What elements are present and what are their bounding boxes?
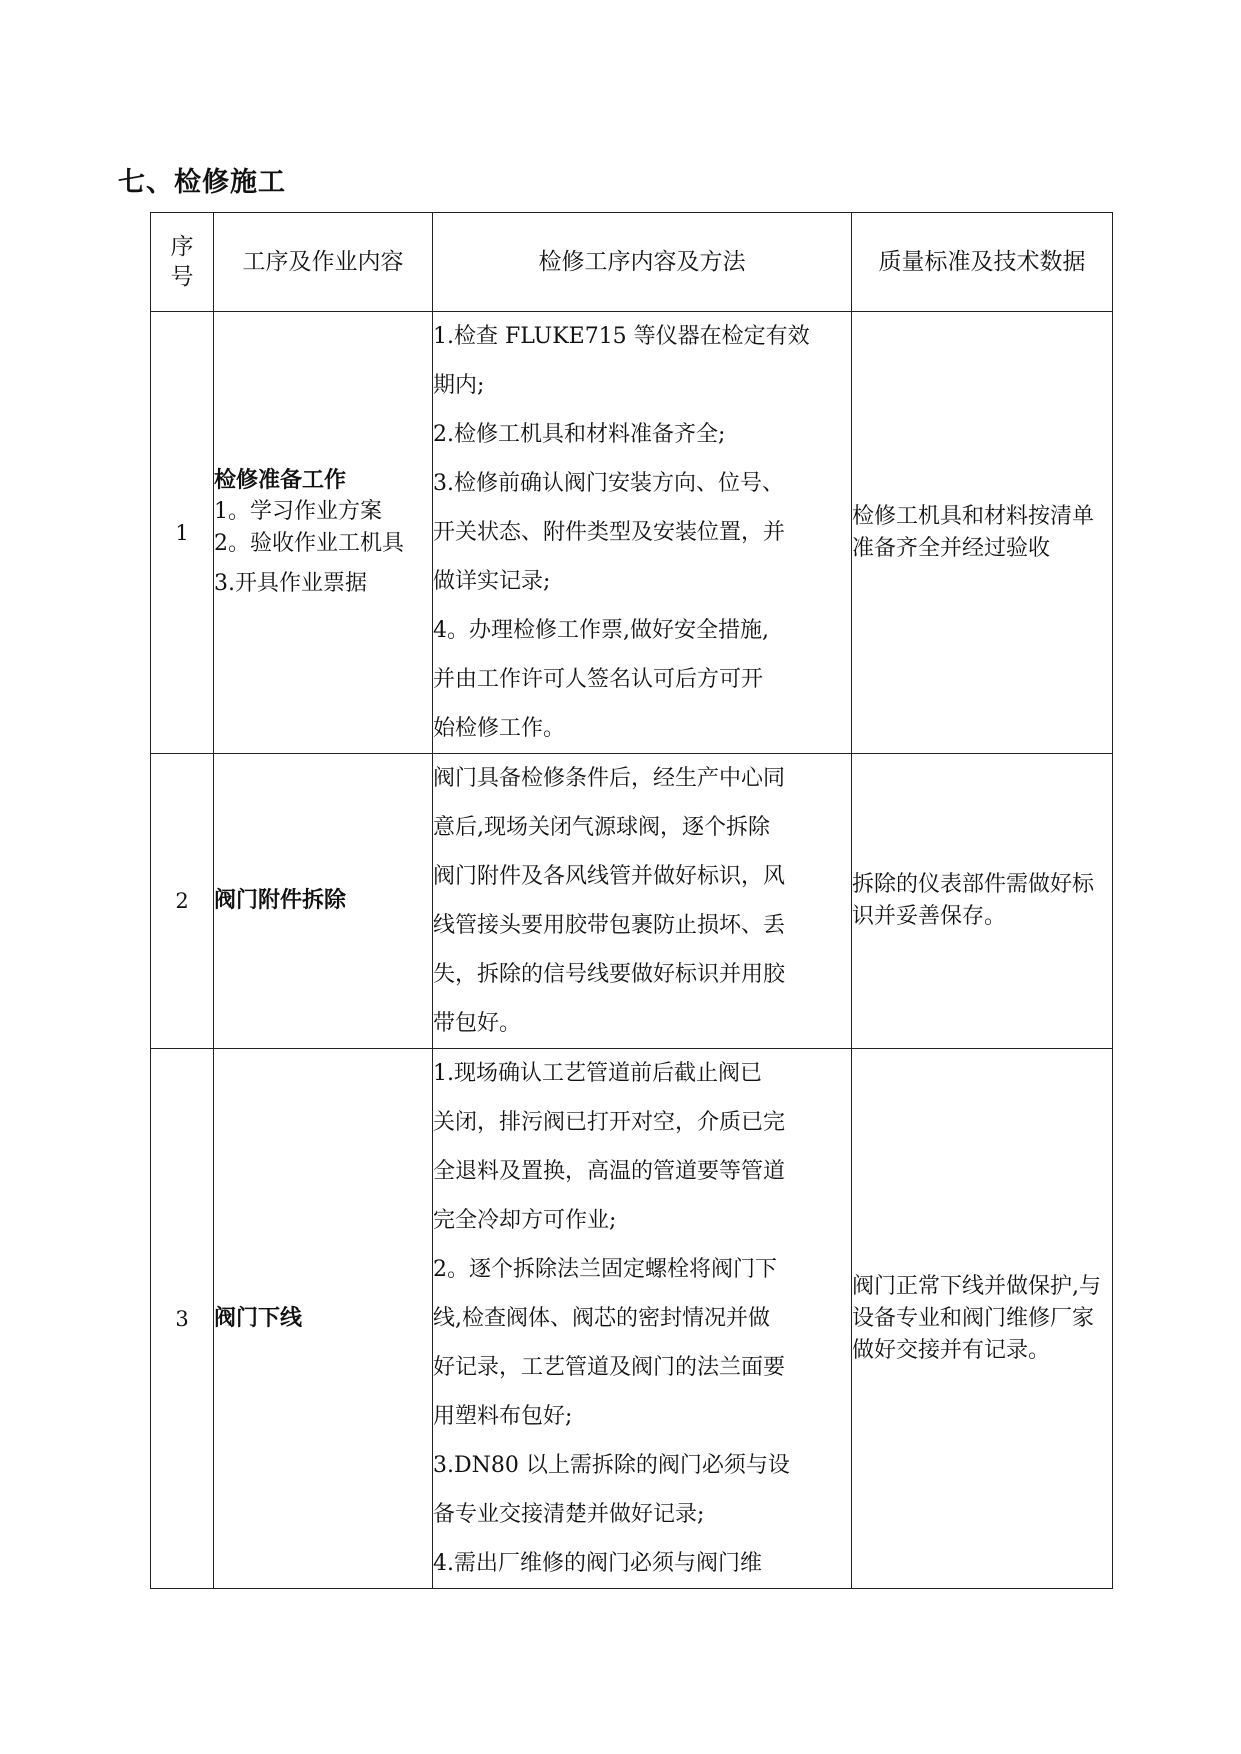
method-line: 带包好。	[433, 1011, 522, 1036]
method-line: 1.检查 FLUKE715 等仪器在检定有效	[433, 324, 810, 349]
step-item: 1。学习作业方案	[214, 498, 382, 524]
method-line: 2.检修工机具和材料准备齐全;	[433, 422, 726, 447]
method-line: 关闭，排污阀已打开对空，介质已完	[433, 1110, 786, 1135]
quality-cell: 检修工机具和材料按清单准备齐全并经过验收	[852, 312, 1113, 754]
table-row	[151, 1049, 1113, 1589]
row-seq: 2	[151, 754, 214, 1049]
header-method: 检修工序内容及方法	[433, 213, 852, 312]
table-row	[151, 312, 1113, 754]
quality-cell: 拆除的仪表部件需做好标识并妥善保存。	[852, 754, 1113, 1049]
method-line: 并由工作许可人签名认可后方可开	[433, 667, 764, 692]
step-item: 2。验收作业工机具	[214, 530, 404, 556]
step-cell	[214, 754, 433, 1049]
header-seq: 序号	[151, 213, 214, 312]
method-line: 阀门具备检修条件后，经生产中心同	[433, 766, 786, 791]
method-line: 2。逐个拆除法兰固定螺栓将阀门下	[433, 1257, 777, 1282]
step-title: 阀门附件拆除	[214, 888, 347, 913]
header-quality: 质量标准及技术数据	[852, 213, 1113, 312]
method-line: 失，拆除的信号线要做好标识并用胶	[433, 962, 786, 987]
step-title: 检修准备工作	[214, 467, 347, 493]
header-step: 工序及作业内容	[214, 213, 433, 312]
section-title: 七、检修施工	[118, 167, 286, 198]
method-line: 3.检修前确认阀门安装方向、位号、	[433, 471, 784, 496]
step-title: 阀门下线	[214, 1305, 303, 1331]
method-cell	[433, 312, 852, 754]
method-line: 备专业交接清楚并做好记录;	[433, 1502, 705, 1527]
method-line: 完全冷却方可作业;	[433, 1208, 617, 1233]
step-cell	[214, 1049, 433, 1589]
method-line: 全退料及置换，高温的管道要等管道	[433, 1159, 786, 1184]
step-item: 3.开具作业票据	[214, 570, 367, 596]
step-cell	[214, 312, 433, 754]
method-line: 开关状态、附件类型及安装位置，并	[433, 520, 786, 545]
method-line: 用塑料布包好;	[433, 1404, 573, 1429]
method-line: 3.DN80 以上需拆除的阀门必须与设	[433, 1453, 790, 1478]
method-line: 做详实记录;	[433, 569, 551, 594]
method-line: 好记录，工艺管道及阀门的法兰面要	[433, 1355, 786, 1380]
table-header-row	[151, 213, 1113, 312]
method-line: 线,检查阀体、阀芯的密封情况并做	[433, 1306, 770, 1331]
method-line: 期内;	[433, 373, 485, 398]
method-line: 线管接头要用胶带包裹防止损坏、丢	[433, 913, 786, 938]
method-cell	[433, 1049, 852, 1589]
method-line: 意后,现场关闭气源球阀，逐个拆除	[433, 815, 770, 840]
method-line: 1.现场确认工艺管道前后截止阀已	[433, 1061, 762, 1086]
method-cell	[433, 754, 852, 1049]
maintenance-procedure-table	[150, 212, 1113, 1589]
row-seq: 1	[151, 312, 214, 754]
method-line: 4。办理检修工作票,做好安全措施,	[433, 618, 769, 643]
table-row	[151, 754, 1113, 1049]
row-seq: 3	[151, 1049, 214, 1589]
method-line: 始检修工作。	[433, 716, 566, 741]
method-line: 4.需出厂维修的阀门必须与阀门维	[433, 1551, 762, 1576]
quality-cell: 阀门正常下线并做保护,与设备专业和阀门维修厂家做好交接并有记录。	[852, 1049, 1113, 1589]
method-line: 阀门附件及各风线管并做好标识，风	[433, 864, 786, 889]
